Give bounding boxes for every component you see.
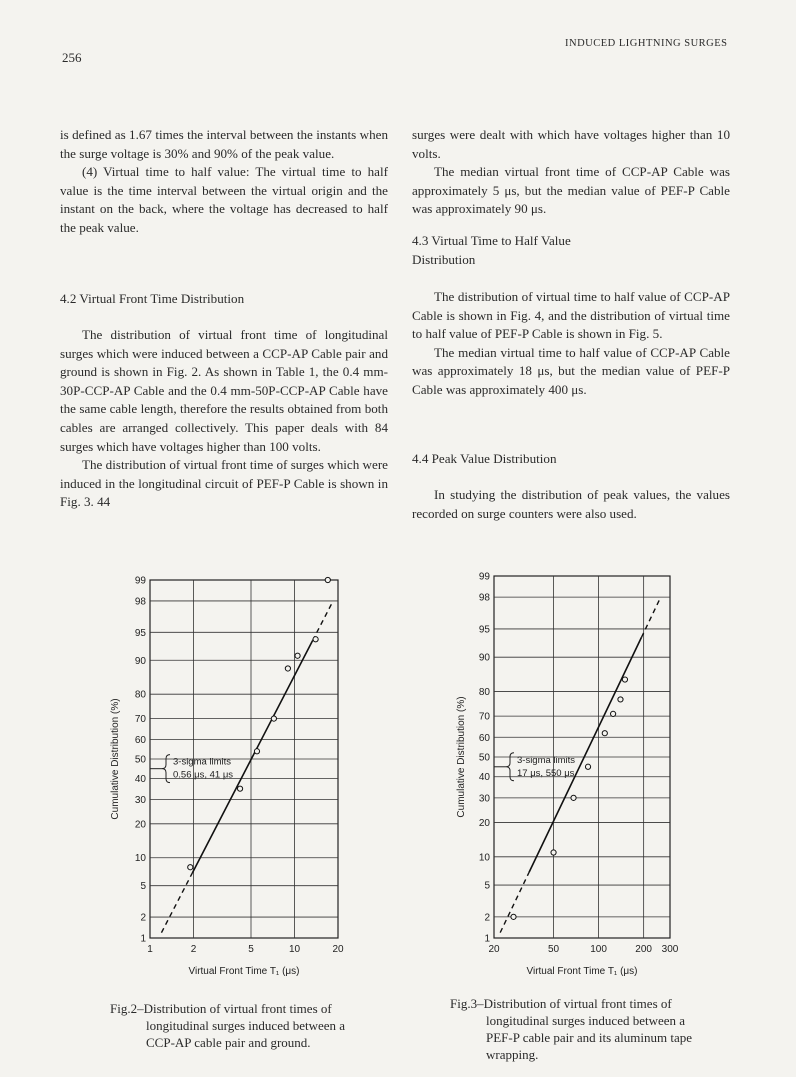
x-axis-label: Virtual Front Time T₁ (μs)	[188, 966, 300, 977]
right-para-5: In studying the distribution of peak values, the values recorded on surge counters were also used.	[412, 487, 730, 521]
y-tick-label: 30	[478, 793, 490, 805]
y-tick-label: 1	[484, 933, 490, 945]
y-tick-label: 50	[134, 754, 146, 766]
right-column	[412, 126, 730, 219]
left-para-3: The distribution of virtual front time of longitudinal surges which were induced between a CCP-AP Cable pair and ground is shown in Fig. 2. As shown in Table 1, the 0.4 mm-30P-CCP-AP Cable and the 0.4 mm-50P-CCP-AP Cable have the same cable length, therefore the results obtained from both cables are arranged collectively. This paper deals with 84 surges which have voltages higher than 100 volts.	[60, 327, 388, 454]
figure-2-caption-line2: longitudinal surges induced between a	[146, 1018, 346, 1033]
section-heading-4-3-line1: 4.3 Virtual Time to Half Value	[412, 233, 571, 248]
page-number: 256	[62, 50, 82, 65]
right-para-2: The median virtual front time of CCP-AP Cable was approximately 5 μs, but the median value of PEF-P Cable was approximately 90 μs.	[412, 164, 730, 217]
left-column	[60, 126, 388, 238]
data-point	[551, 850, 556, 855]
data-point	[237, 786, 242, 791]
y-tick-label: 2	[484, 912, 490, 924]
annotation-line2: 17 μs, 550 μs	[517, 767, 575, 779]
y-tick-label: 5	[484, 880, 490, 892]
section-heading-4-3-block	[412, 232, 730, 269]
figure-3-caption-line2: longitudinal surges induced between a	[486, 1013, 686, 1028]
data-point	[285, 666, 290, 671]
annotation-line1: 3-sigma limits	[173, 756, 232, 768]
annotation-line1: 3-sigma limits	[517, 754, 576, 766]
data-point	[511, 914, 516, 919]
x-tick-label: 300	[661, 944, 679, 955]
left-column-lower	[60, 326, 388, 512]
data-point	[585, 764, 590, 769]
right-para-4: The median virtual time to half value of CCP-AP Cable was approximately 18 μs, but the median value of PEF-P Cable was approximately 400 μs.	[412, 344, 730, 397]
section-heading-4-2: 4.2 Virtual Front Time Distribution	[60, 291, 245, 306]
annotation-line2: 0.56 μs, 41 μs	[173, 769, 234, 781]
y-tick-label: 80	[134, 689, 146, 701]
y-tick-label: 1	[140, 933, 146, 945]
data-point	[295, 653, 300, 658]
data-point	[254, 749, 259, 754]
left-para-4: The distribution of virtual front time of surges which were induced in the longitudinal circuit of PEF-P Cable is shown in Fig. 3. 44	[60, 457, 388, 510]
x-tick-label: 10	[288, 944, 301, 955]
data-point	[313, 637, 318, 642]
y-tick-label: 90	[478, 652, 490, 664]
y-tick-label: 99	[134, 575, 146, 587]
section-heading-4-4: 4.4 Peak Value Distribution	[412, 451, 557, 466]
data-point	[618, 697, 623, 702]
y-tick-label: 40	[134, 774, 146, 786]
right-para-3: The distribution of virtual time to half value of CCP-AP Cable is shown in Fig. 4, and the distribution of virtual time to half value of PEF-P Cable is shown in Fig. 5.	[412, 289, 730, 342]
figure-2-chart	[102, 568, 362, 988]
data-point	[602, 731, 607, 736]
data-point	[611, 711, 616, 716]
figure-3-caption-line4: wrapping.	[486, 1047, 539, 1062]
y-tick-label: 95	[134, 627, 146, 639]
y-tick-label: 80	[478, 686, 490, 698]
data-point	[622, 677, 627, 682]
y-tick-label: 10	[134, 853, 146, 865]
figure-2-caption-line3: CCP-AP cable pair and ground.	[146, 1035, 311, 1050]
figure-2-caption-line1: Fig.2–Distribution of virtual front times of	[110, 1001, 332, 1016]
y-tick-label: 30	[134, 794, 146, 806]
y-tick-label: 90	[134, 655, 146, 667]
fit-line-extrapolation-high	[641, 597, 660, 637]
x-tick-label: 20	[332, 944, 344, 955]
figure-3	[448, 568, 688, 993]
x-tick-label: 50	[547, 944, 560, 955]
x-tick-label: 20	[488, 944, 500, 955]
fit-line-extrapolation-high	[313, 601, 334, 641]
y-tick-label: 40	[478, 772, 490, 784]
section-heading-4-2-block	[60, 290, 388, 309]
data-point	[271, 716, 276, 721]
figure-3-caption-line3: PEF-P cable pair and its aluminum tape	[486, 1030, 693, 1045]
figure-2	[102, 568, 362, 993]
y-axis-label: Cumulative Distribution (%)	[110, 698, 121, 820]
figure-3-caption-line1: Fig.3–Distribution of virtual front times of	[450, 996, 672, 1011]
data-point	[571, 795, 576, 800]
y-tick-label: 20	[478, 818, 490, 830]
x-tick-label: 1	[147, 944, 153, 955]
x-tick-label: 2	[190, 944, 197, 955]
fit-line-extrapolation-low	[161, 873, 192, 933]
running-head: INDUCED LIGHTNING SURGES	[565, 38, 728, 49]
y-tick-label: 98	[134, 596, 146, 608]
right-para-1: surges were dealt with which have voltages higher than 10 volts.	[412, 127, 730, 161]
right-column-mid	[412, 288, 730, 400]
y-tick-label: 98	[478, 592, 490, 604]
x-tick-label: 200	[635, 944, 652, 955]
left-para-2: (4) Virtual time to half value: The virtual time to half value is the time interval between the virtual origin and the instant on the back, where the voltage has decreased to half the peak value.	[60, 164, 388, 235]
y-axis-label: Cumulative Distribution (%)	[456, 696, 467, 818]
y-tick-label: 2	[140, 912, 146, 924]
x-tick-label: 5	[248, 944, 254, 955]
y-tick-label: 50	[478, 752, 490, 764]
section-heading-4-4-block	[412, 450, 730, 469]
y-tick-label: 20	[134, 819, 146, 831]
y-tick-label: 95	[478, 624, 490, 636]
y-tick-label: 60	[134, 734, 146, 746]
y-tick-label: 99	[478, 571, 490, 583]
right-column-lower	[412, 486, 730, 523]
y-tick-label: 70	[134, 714, 146, 726]
x-axis-label: Virtual Front Time T₁ (μs)	[526, 966, 638, 977]
y-tick-label: 5	[140, 881, 146, 893]
y-tick-label: 70	[478, 711, 490, 723]
data-point	[188, 865, 193, 870]
figure-2-caption	[110, 1000, 380, 1051]
y-tick-label: 10	[478, 852, 490, 864]
left-para-1: is defined as 1.67 times the interval between the instants when the surge voltage is 30% and 90% of the peak value.	[60, 127, 388, 161]
section-heading-4-3-line2: Distribution	[412, 251, 476, 267]
x-tick-label: 100	[590, 944, 607, 955]
figure-3-caption	[450, 995, 740, 1063]
data-point	[325, 577, 330, 582]
figure-3-chart	[448, 568, 688, 988]
y-tick-label: 60	[478, 732, 490, 744]
fit-line-extrapolation-low	[500, 872, 529, 932]
